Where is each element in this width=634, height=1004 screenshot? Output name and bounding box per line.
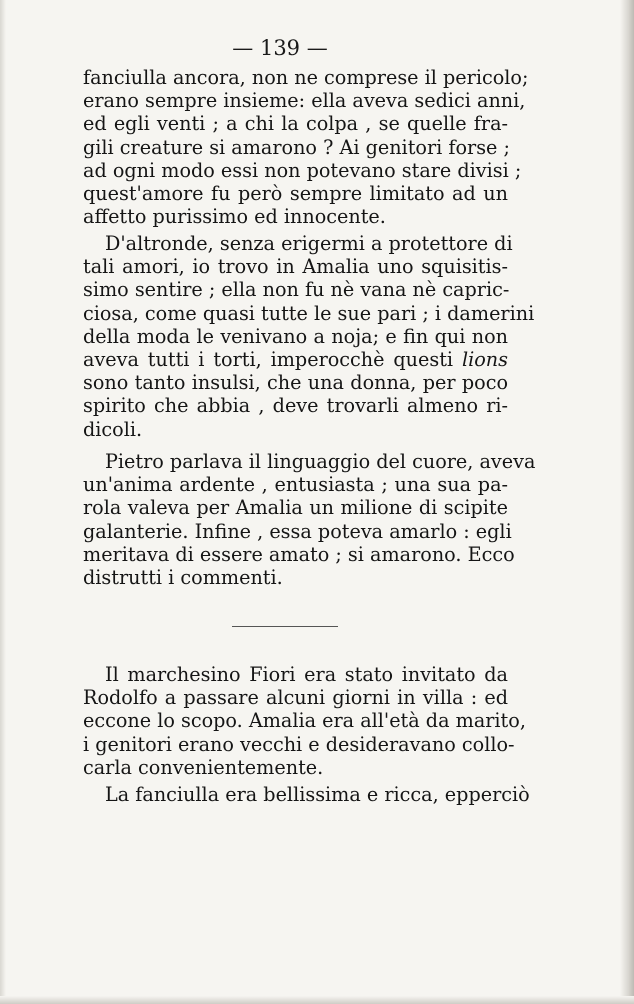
italic-word: lions — [461, 348, 508, 372]
text-line: erano sempre insieme: ella aveva sedici anni, — [83, 89, 526, 113]
page-number: — 139 — — [232, 36, 328, 60]
text-line: meritava di essere amato ; si amarono. Ecco — [83, 542, 515, 566]
page-bottom-edge — [0, 996, 634, 1004]
text-line: Pietro parlava il linguaggio del cuore, aveva — [105, 450, 536, 473]
text-line: ciosa, come quasi tutte le sue pari ; i damerini — [83, 301, 535, 325]
text-line-with-italic — [83, 348, 508, 371]
text-line: carla convenientemente. — [83, 755, 324, 779]
paragraph-4 — [83, 663, 526, 779]
text-line: quest'amore fu però sempre limitato ad un — [83, 182, 508, 206]
text-line: distrutti i commenti. — [83, 566, 283, 590]
page-left-edge — [0, 0, 6, 1004]
text-line: della moda le venivano a noja; e fin qui non — [83, 324, 508, 348]
text-line: simo sentire ; ella non fu nè vana nè capric- — [83, 278, 510, 302]
text-line: affetto purissimo ed innocente. — [83, 205, 386, 229]
paragraph-1 — [83, 66, 529, 229]
text-line: Rodolfo a passare alcuni giorni in villa : ed — [83, 686, 508, 710]
text-segment: aveva tutti i torti, imperocchè questi — [83, 348, 454, 372]
text-line: rola valeva per Amalia un milione di scipite — [83, 496, 508, 520]
text-line: dicoli. — [83, 417, 143, 441]
section-separator — [232, 626, 338, 628]
text-line: eccone lo scopo. Amalia era all'età da marito, — [83, 709, 526, 733]
text-line: La fanciulla era bellissima e ricca, epperciò — [105, 783, 530, 806]
text-line: ed egli venti ; a chi la colpa , se quelle fra- — [83, 112, 508, 136]
text-line: gili creature si amarono ? Ai genitori forse ; — [83, 135, 510, 159]
text-line: galanterie. Infine , essa poteva amarlo : egli — [83, 519, 512, 543]
page-right-edge — [620, 0, 634, 1004]
paragraph-5 — [83, 783, 530, 806]
text-line: tali amori, io trovo in Amalia uno squisitis- — [83, 255, 508, 279]
text-line: spirito che abbia , deve trovarli almeno ri- — [83, 394, 508, 418]
text-line: ad ogni modo essi non potevano stare divisi ; — [83, 158, 522, 182]
text-line: fanciulla ancora, non ne comprese il pericolo; — [83, 66, 529, 89]
text-line: Il marchesino Fiori era stato invitato da — [105, 663, 508, 686]
text-line: i genitori erano vecchi e desideravano collo- — [83, 732, 515, 756]
paragraph-3 — [83, 450, 536, 590]
text-line: sono tanto insulsi, che una donna, per poco — [83, 371, 508, 395]
text-line: D'altronde, senza erigermi a protettore di — [105, 232, 513, 255]
paragraph-2 — [83, 232, 535, 441]
text-line: un'anima ardente , entusiasta ; una sua pa- — [83, 473, 508, 497]
